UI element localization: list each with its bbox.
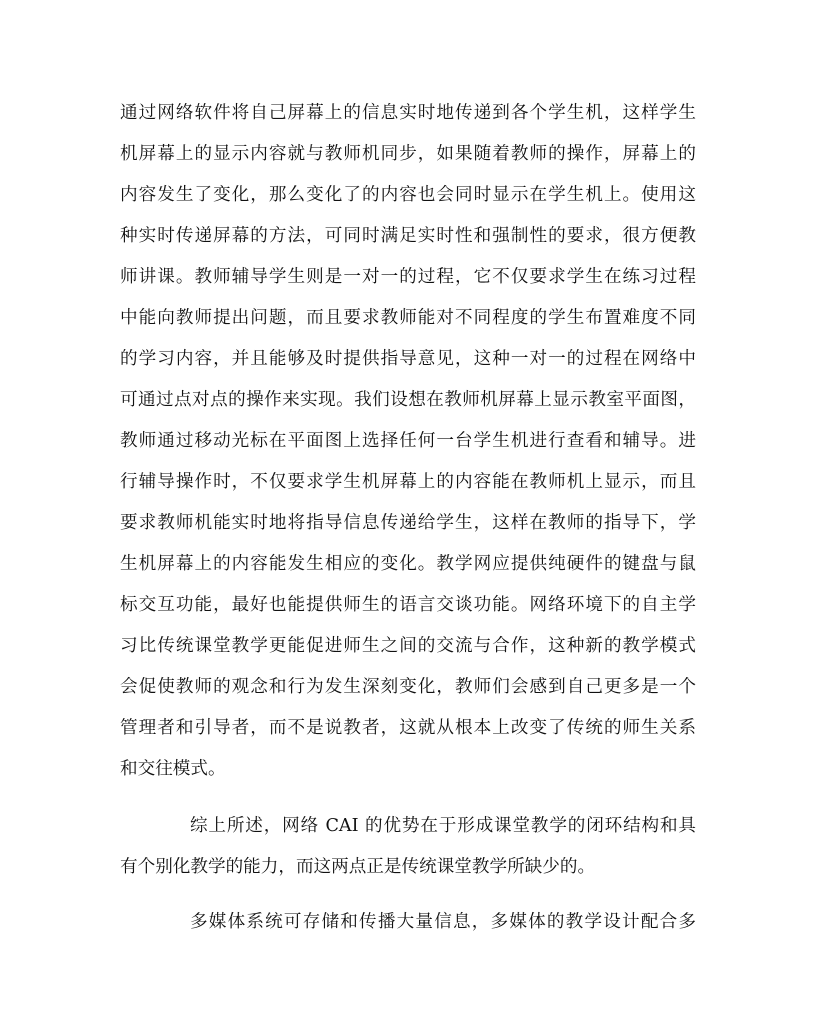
paragraph-1-line: 教师通过移动光标在平面图上选择任何一台学生机进行查看和辅导。进 bbox=[120, 431, 696, 451]
paragraph-1-line: 行辅导操作时，不仅要求学生机屏幕上的内容能在教师机上显示，而且 bbox=[120, 472, 696, 492]
paragraph-1-line: 通过网络软件将自己屏幕上的信息实时地传递到各个学生机，这样学生 bbox=[120, 103, 696, 123]
paragraph-1-line: 和交往模式。 bbox=[120, 759, 226, 779]
paragraph-1-line: 机屏幕上的显示内容就与教师机同步，如果随着教师的操作，屏幕上的 bbox=[120, 144, 696, 164]
paragraph-2-line: 综上所述，网络 CAI 的优势在于形成课堂教学的闭环结构和具 bbox=[190, 816, 696, 836]
paragraph-1-line: 的学习内容，并且能够及时提供指导意见，这种一对一的过程在网络中 bbox=[120, 349, 696, 369]
paragraph-1-line: 师讲课。教师辅导学生则是一对一的过程，它不仅要求学生在练习过程 bbox=[120, 267, 696, 287]
paragraph-1-line: 可通过点对点的操作来实现。我们设想在教师机屏幕上显示教室平面图， bbox=[120, 390, 696, 410]
paragraph-1-line: 中能向教师提出问题，而且要求教师能对不同程度的学生布置难度不同 bbox=[120, 308, 696, 328]
paragraph-1-line: 标交互功能，最好也能提供师生的语言交谈功能。网络环境下的自主学 bbox=[120, 595, 696, 615]
paragraph-1-line: 生机屏幕上的内容能发生相应的变化。教学网应提供纯硬件的键盘与鼠 bbox=[120, 554, 696, 574]
paragraph-1-line: 会促使教师的观念和行为发生深刻变化，教师们会感到自己更多是一个 bbox=[120, 677, 696, 697]
paragraph-1-line: 习比传统课堂教学更能促进师生之间的交流与合作，这种新的教学模式 bbox=[120, 636, 696, 656]
paragraph-3-line: 多媒体系统可存储和传播大量信息，多媒体的教学设计配合多 bbox=[190, 912, 696, 932]
paragraph-1-line: 要求教师机能实时地将指导信息传递给学生，这样在教师的指导下，学 bbox=[120, 513, 696, 533]
paragraph-2-line: 有个别化教学的能力，而这两点正是传统课堂教学所缺少的。 bbox=[120, 857, 596, 877]
paragraph-1-line: 内容发生了变化，那么变化了的内容也会同时显示在学生机上。使用这 bbox=[120, 185, 696, 205]
paragraph-1-line: 种实时传递屏幕的方法，可同时满足实时性和强制性的要求，很方便教 bbox=[120, 226, 696, 246]
paragraph-1-line: 管理者和引导者，而不是说教者，这就从根本上改变了传统的师生关系 bbox=[120, 718, 696, 738]
